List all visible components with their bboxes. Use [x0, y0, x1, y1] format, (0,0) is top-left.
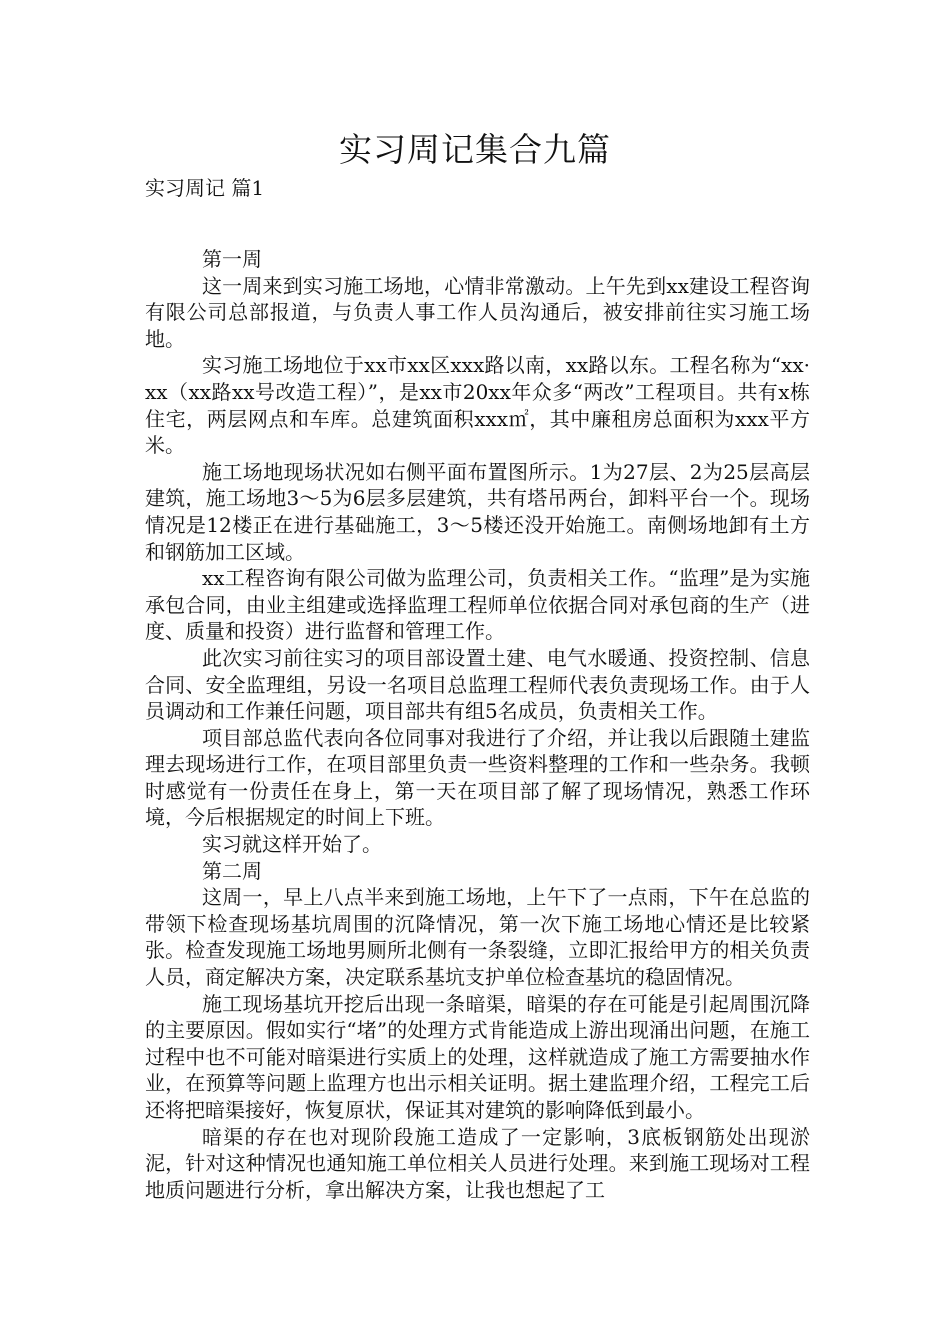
paragraph: 第一周: [202, 247, 262, 271]
document-subtitle: 实习周记 篇1: [145, 176, 265, 200]
paragraph: 施工场地现场状况如右侧平面布置图所示。1为27层、2为25层高层建筑，施工场地3～5为6层多层建筑，共有塔吊两台，卸料平台一个。现场情况是12楼正在进行基础施工，3～5楼还没开始施工。南侧场地卸有土方和钢筋加工区域。: [145, 459, 810, 564]
paragraph: xx工程咨询有限公司做为监理公司，负责相关工作。“监理”是为实施承包合同，由业主组建或选择监理工程师单位依据合同对承包商的生产（进度、质量和投资）进行监督和管理工作。: [145, 566, 810, 644]
paragraph: 施工现场基坑开挖后出现一条暗渠，暗渠的存在可能是引起周围沉降的主要原因。假如实行“堵”的处理方式肯能造成上游出现涌出问题，在施工过程中也不可能对暗渠进行实质上的处理，这样就造成了施工方需要抽水作业，在预算等问题上监理方也出示相关证明。据土建监理介绍，工程完工后还将把暗渠接好，恢复原状，保证其对建筑的影响降低到最小。: [145, 991, 810, 1122]
paragraph: 实习就这样开始了。: [202, 832, 382, 857]
paragraph: 暗渠的存在也对现阶段施工造成了一定影响，3底板钢筋处出现淤泥，针对这种情况也通知施工单位相关人员进行处理。来到施工现场对工程地质问题进行分析，拿出解决方案，让我也想起了工: [145, 1124, 810, 1202]
paragraph: 此次实习前往实习的项目部设置土建、电气水暖通、投资控制、信息合同、安全监理组，另设一名项目总监理工程师代表负责现场工作。由于人员调动和工作兼任问题，项目部共有组5名成员，负责相关工作。: [145, 645, 810, 724]
paragraph: 这周一，早上八点半来到施工场地，上午下了一点雨，下午在总监的带领下检查现场基坑周围的沉降情况，第一次下施工场地心情还是比较紧张。检查发现施工场地男厕所北侧有一条裂缝，立即汇报给甲方的相关负责人员，商定解决方案，决定联系基坑支护单位检查基坑的稳固情况。: [145, 885, 810, 990]
document-title: 实习周记集合九篇: [339, 130, 611, 169]
paragraph: 实习施工场地位于xx市xx区xxx路以南，xx路以东。工程名称为“xx·xx（xx路xx号改造工程）”，是xx市20xx年众多“两改”工程项目。共有x栋住宅，两层网点和车库。总建筑面积xxx㎡，其中廉租房总面积为xxx平方米。: [145, 353, 810, 458]
paragraph: 这一周来到实习施工场地，心情非常激动。上午先到xx建设工程咨询有限公司总部报道，与负责人事工作人员沟通后，被安排前往实习施工场地。: [145, 273, 810, 351]
paragraph: 项目部总监代表向各位同事对我进行了介绍，并让我以后跟随土建监理去现场进行工作，在项目部里负责一些资料整理的工作和一些杂务。我顿时感觉有一份责任在身上，第一天在项目部了解了现场情况，熟悉工作环境，今后根据规定的时间上下班。: [145, 725, 810, 830]
document-body: [145, 246, 810, 1203]
paragraph: 第二周: [202, 858, 262, 883]
